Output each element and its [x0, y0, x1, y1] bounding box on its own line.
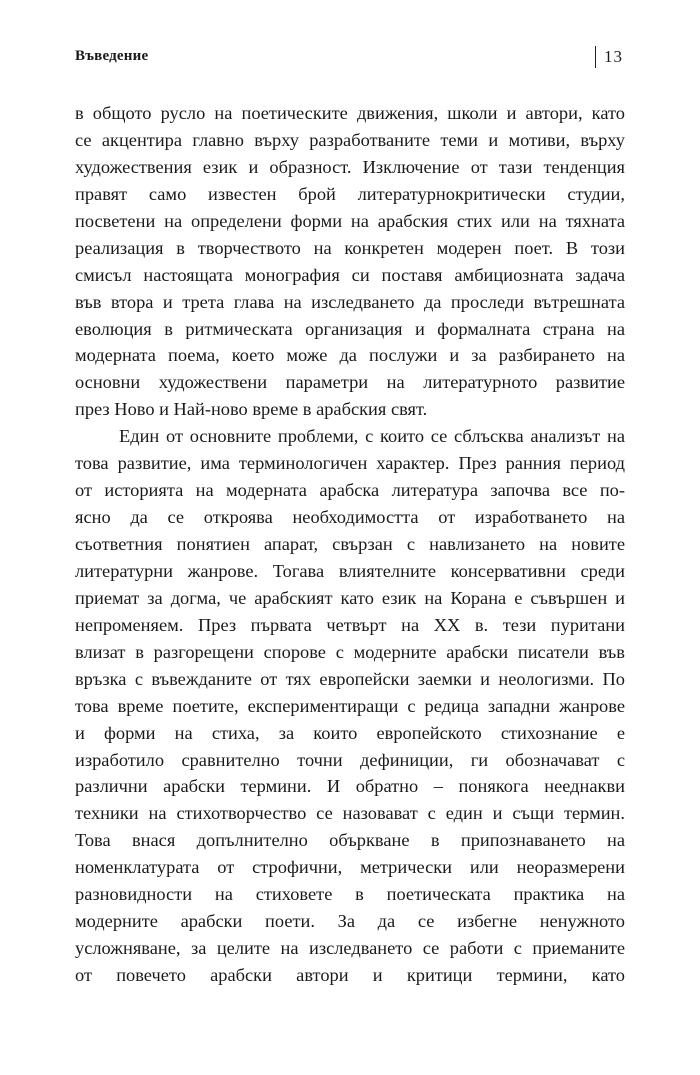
- section-title: Въведение: [75, 48, 149, 64]
- text-line: номенклатурата от строфични, метрически или неоразмерени: [75, 857, 625, 878]
- text-line: техники на стихотворчество се назовават с един и същи термин.: [75, 803, 625, 824]
- text-line: през Ново и Най-ново време в арабския свят.: [75, 399, 428, 420]
- text-line: в общото русло на поетическите движения, школи и автори, като: [75, 103, 625, 123]
- text-line: основни художествени параметри на литературното развитие: [75, 372, 625, 393]
- text-body: [75, 100, 625, 989]
- text-line: литературни жанрове. Тогава влиятелните консервативни среди: [75, 560, 625, 581]
- text-line: реализация в творчеството на конкретен модерен поет. В този: [75, 237, 625, 258]
- text-line: художествения език и образност. Изключение от тази тенденция: [75, 156, 625, 177]
- text-line: усложняване, за целите на изследването се работи с приеманите: [75, 938, 625, 959]
- page-number: 13: [595, 46, 623, 68]
- running-head: [75, 42, 625, 72]
- text-line: и форми на стиха, за които европейското стихознание е: [75, 722, 625, 743]
- text-line: еволюция в ритмическата организация и формалната страна на: [75, 318, 625, 339]
- text-line: модерната поема, което може да послужи и за разбирането на: [75, 345, 625, 366]
- text-line: модерните арабски поети. За да се избегне ненужното: [75, 911, 625, 932]
- text-line: смисъл настоящата монография си поставя амбициозната задача: [75, 264, 625, 285]
- text-line: ясно да се откроява необходимостта от изработването на: [75, 507, 625, 528]
- text-line: изработило сравнително точни дефиниции, ги обозначават с: [75, 749, 625, 770]
- text-line: посветени на определени форми на арабския стих или на тяхната: [75, 210, 625, 231]
- text-line: разновидности на стиховете в поетическата практика на: [75, 884, 625, 905]
- text-line: връзка с въвежданите от тях европейски заемки и неологизми. По: [75, 668, 625, 689]
- text-line: се акцентира главно върху разработваните теми и мотиви, върху: [75, 129, 625, 150]
- text-line: във втора и трета глава на изследването да проследи вътрешната: [75, 291, 625, 312]
- text-line: съответния понятиен апарат, свързан с навлизането на новите: [75, 534, 625, 554]
- text-line: правят само известен брой литературнокритически студии,: [75, 183, 625, 204]
- text-line: това време поетите, експериментиращи с редица западни жанрове: [75, 695, 625, 716]
- paragraph-start-line: Един от основните проблеми, с които се сблъсква анализът на: [119, 426, 625, 447]
- text-line: непроменяем. През първата четвърт на XX в. тези пуритани: [75, 614, 625, 635]
- text-line: различни арабски термини. И обратно – понякога нееднакви: [75, 776, 625, 797]
- text-line: от историята на модерната арабска литература започва все по-: [75, 480, 625, 501]
- text-line: от повечето арабски автори и критици термини, като: [75, 965, 625, 985]
- text-line: Това внася допълнително объркване в припознаването на: [75, 830, 625, 851]
- text-line: това развитие, има терминологичен характер. През ранния период: [75, 453, 625, 474]
- text-line: приемат за догма, че арабският като език на Корана е съвършен и: [75, 587, 625, 608]
- text-line: влизат в разгорещени спорове с модерните арабски писатели във: [75, 641, 625, 662]
